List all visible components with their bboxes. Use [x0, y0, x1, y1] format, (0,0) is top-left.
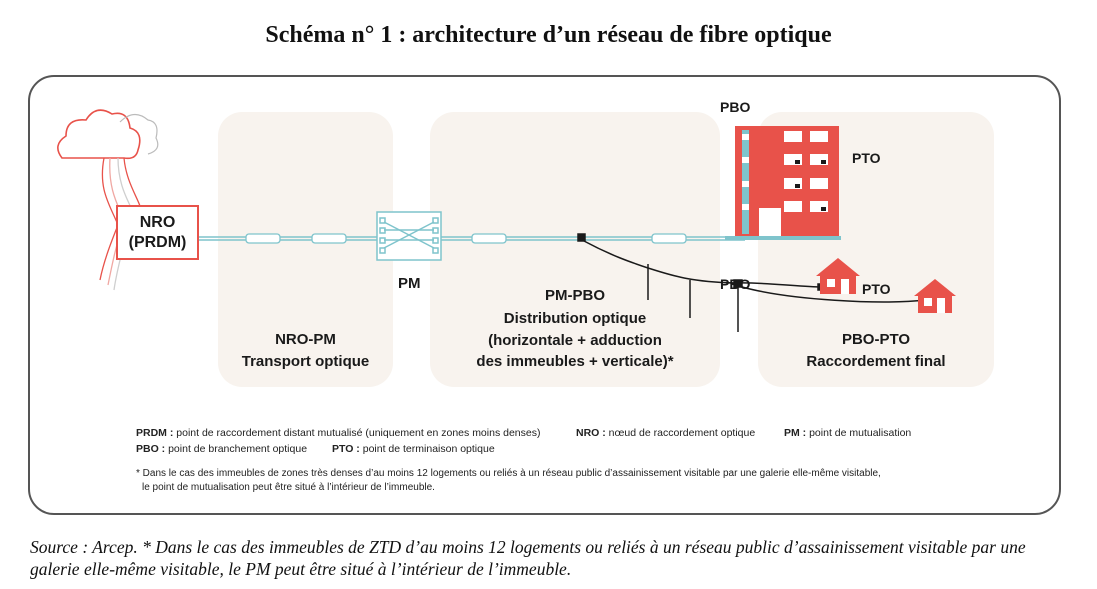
- nro-label: NRO: [139, 213, 176, 231]
- legend-prdm-text: point de raccordement distant mutualisé (uniquement en zones moins denses): [176, 427, 541, 439]
- legend-line-1: [136, 427, 540, 439]
- source-caption: Source : Arcep. * Dans le cas des immeubles de ZTD d’au moins 12 logements ou reliés à un réseau public d’assainissement visitable par une galerie elle-même visitable, le PM peut être situé à l’intérieur de l’immeuble.: [30, 537, 1026, 579]
- fiber-cable: [199, 234, 745, 243]
- legend-nro-text: nœud de raccordement optique: [608, 427, 756, 439]
- pm-label: PM: [398, 275, 421, 292]
- zone-pbo-pto-subtitle: Raccordement final: [806, 353, 946, 370]
- legend-pbo-text: point de branchement optique: [168, 443, 308, 455]
- legend-prdm-abbr: PRDM :: [136, 427, 174, 439]
- house-icon: [914, 279, 956, 313]
- zone-pm-pbo-title: PM-PBO: [545, 287, 605, 304]
- pbo-building-label: PBO: [720, 99, 751, 115]
- zone-nro-pm-subtitle: Transport optique: [241, 353, 370, 370]
- legend-pto-abbr: PTO :: [332, 443, 360, 455]
- pto-building-label: PTO: [852, 150, 881, 166]
- pto-houses-label: PTO: [862, 281, 891, 297]
- apartment-building-icon: [725, 126, 841, 240]
- pm-cabinet-icon: [377, 212, 441, 260]
- zone-pbo-pto-title: PBO-PTO: [841, 331, 911, 348]
- legend-nro: [576, 427, 755, 439]
- diagram-title: Schéma n° 1 : architecture d’un réseau de fibre optique: [265, 22, 832, 48]
- legend-note-line-2: le point de mutualisation peut être situé à l’intérieur de l’immeuble.: [142, 482, 435, 493]
- zone-pm-pbo-line4: des immeubles + verticale)*: [476, 353, 674, 370]
- legend-note-line-1: * Dans le cas des immeubles de zones très denses d’au moins 12 logements ou reliés à un réseau public d’assainissement visitable par une galerie elle-même visitable,: [136, 468, 881, 479]
- legend-pm-abbr: PM :: [784, 427, 807, 439]
- legend-pto-text: point de terminaison optique: [362, 443, 495, 455]
- zone-pm-pbo-line2: Distribution optique: [503, 310, 647, 327]
- legend-nro-abbr: NRO :: [576, 427, 606, 439]
- legend-pm-text: point de mutualisation: [809, 427, 912, 439]
- legend-pbo-abbr: PBO :: [136, 443, 166, 455]
- cloud-icon: [58, 110, 158, 158]
- legend-pto: [332, 443, 495, 455]
- zone-pm-pbo-line3: (horizontale + adduction: [488, 332, 662, 349]
- house-icon: [816, 258, 860, 294]
- legend-pbo: [136, 443, 307, 455]
- zone-nro-pm-title: NRO-PM: [275, 331, 336, 348]
- nro-node: [116, 205, 199, 260]
- prdm-label: (PRDM): [128, 233, 187, 251]
- pbo-pole-label: PBO: [720, 276, 751, 292]
- legend-pm: [784, 427, 911, 439]
